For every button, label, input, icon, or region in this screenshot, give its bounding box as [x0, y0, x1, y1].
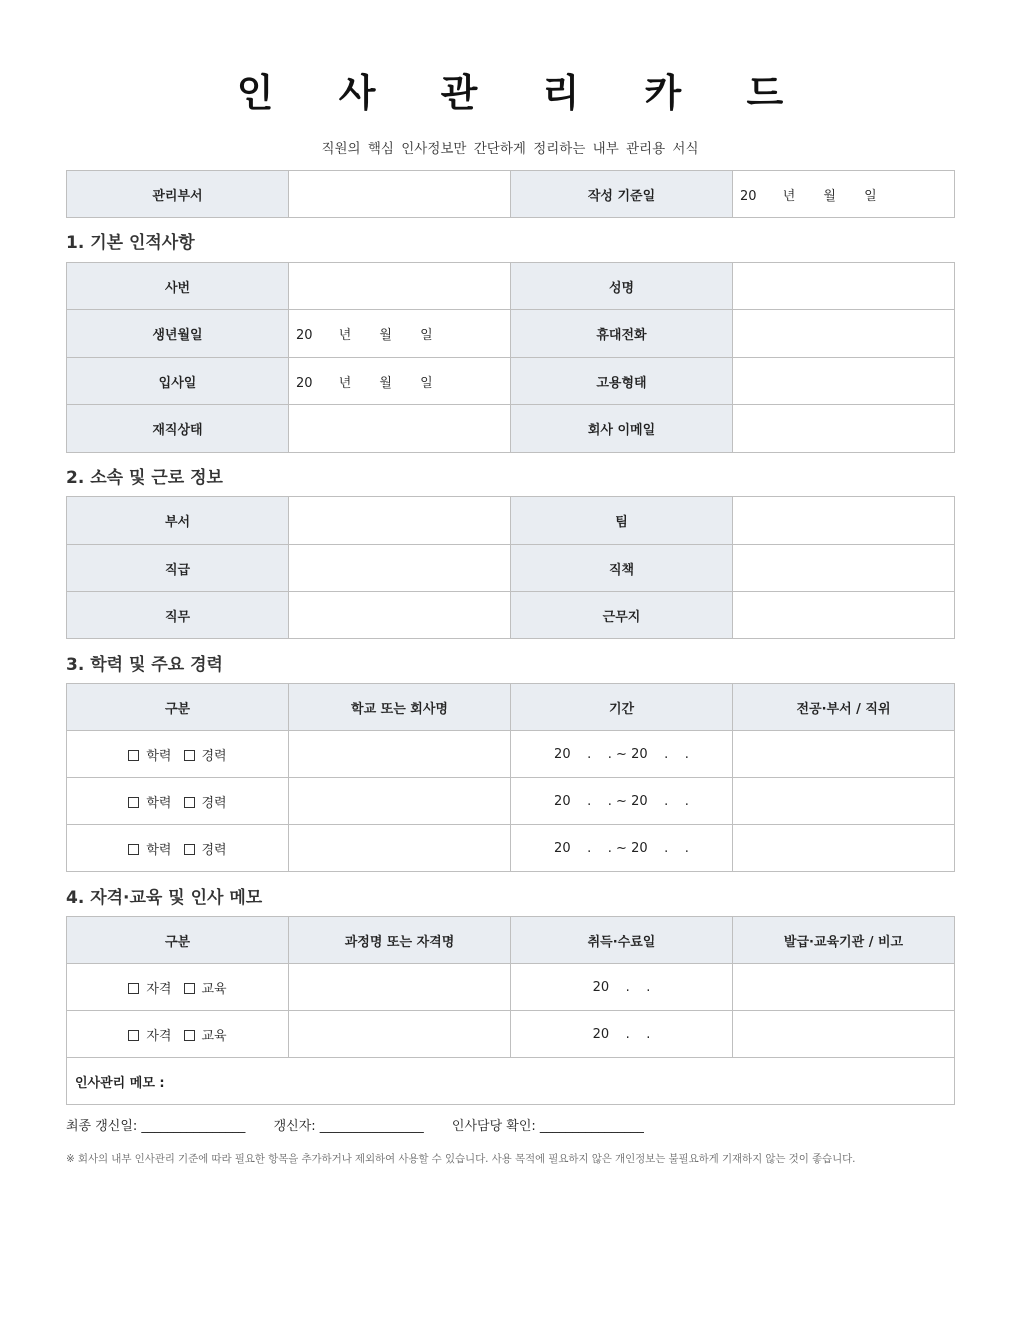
career-type-cell	[67, 778, 289, 825]
experience-checkbox[interactable]	[184, 745, 227, 764]
birth-field[interactable]	[289, 310, 511, 358]
phone-label: 휴대전화	[511, 310, 733, 358]
page-subtitle: 직원의 핵심 인사정보만 간단하게 정리하는 내부 관리용 서식	[321, 141, 699, 157]
cert-header-name: 과정명 또는 자격명	[289, 917, 511, 964]
section-3-title: 3. 학력 및 주요 경력	[66, 655, 223, 675]
team-label: 팀	[511, 497, 733, 545]
training-checkbox[interactable]	[184, 978, 227, 997]
career-header-period: 기간	[511, 684, 733, 731]
checkbox-icon	[128, 1030, 139, 1041]
date-day-unit: 일	[864, 188, 877, 204]
date-year-prefix: 20	[740, 188, 757, 204]
rank-field[interactable]	[289, 545, 511, 592]
career-major-field[interactable]	[733, 825, 955, 872]
position-field[interactable]	[733, 545, 955, 592]
employ-type-label: 고용형태	[511, 358, 733, 405]
name-label: 성명	[511, 263, 733, 310]
training-label: 교육	[201, 1028, 227, 1044]
license-checkbox[interactable]	[128, 978, 171, 997]
cert-header-type: 구분	[67, 917, 289, 964]
status-field[interactable]	[289, 405, 511, 453]
career-major-field[interactable]	[733, 731, 955, 778]
header-table	[66, 170, 955, 218]
hr-confirm-field[interactable]: 인사담당 확인: ________________	[451, 1119, 644, 1134]
birth-label: 생년월일	[67, 310, 289, 358]
checkbox-icon	[128, 983, 139, 994]
join-year-prefix: 20	[296, 375, 313, 391]
education-label: 학력	[146, 842, 172, 858]
birth-year-prefix: 20	[296, 328, 313, 343]
cert-table	[66, 916, 955, 1105]
birth-day-unit: 일	[420, 328, 433, 343]
date-month-unit: 월	[823, 188, 836, 204]
email-field[interactable]	[733, 405, 955, 453]
career-type-cell	[67, 731, 289, 778]
name-field[interactable]	[733, 263, 955, 310]
checkbox-icon	[184, 750, 195, 761]
join-field[interactable]	[289, 358, 511, 405]
team-field[interactable]	[733, 497, 955, 545]
cert-header-issuer: 발급·교육기관 / 비고	[733, 917, 955, 964]
last-updated-field[interactable]: 최종 갱신일: ________________	[66, 1119, 246, 1134]
table-row	[67, 825, 955, 872]
career-header-name: 학교 또는 회사명	[289, 684, 511, 731]
dept-field[interactable]	[289, 497, 511, 545]
date-label: 작성 기준일	[511, 171, 733, 218]
dept-label-2: 부서	[67, 497, 289, 545]
career-table	[66, 683, 955, 872]
career-header-type: 구분	[67, 684, 289, 731]
career-name-field[interactable]	[289, 731, 511, 778]
table-row	[67, 964, 955, 1011]
join-label: 입사일	[67, 358, 289, 405]
birth-month-unit: 월	[379, 328, 392, 343]
experience-label: 경력	[201, 795, 227, 811]
employ-type-field[interactable]	[733, 358, 955, 405]
education-checkbox[interactable]	[128, 839, 171, 858]
table-row	[67, 1011, 955, 1058]
location-label: 근무지	[511, 592, 733, 639]
education-checkbox[interactable]	[128, 792, 171, 811]
training-label: 교육	[201, 981, 227, 997]
checkbox-icon	[184, 844, 195, 855]
career-header-major: 전공·부서 / 직위	[733, 684, 955, 731]
career-type-cell	[67, 825, 289, 872]
experience-checkbox[interactable]	[184, 792, 227, 811]
duty-label: 직무	[67, 592, 289, 639]
join-month-unit: 월	[379, 375, 392, 391]
cert-issuer-field[interactable]	[733, 964, 955, 1011]
education-label: 학력	[146, 795, 172, 811]
page-title: 인 사 관 리 카 드	[236, 71, 810, 115]
cert-date-field[interactable]: 20 . .	[511, 1011, 733, 1058]
join-day-unit: 일	[420, 375, 433, 391]
birth-year-unit: 년	[338, 328, 352, 343]
experience-label: 경력	[201, 748, 227, 764]
checkbox-icon	[128, 797, 139, 808]
work-info-table	[66, 496, 955, 639]
cert-issuer-field[interactable]	[733, 1011, 955, 1058]
section-1-title: 1. 기본 인적사항	[66, 233, 195, 253]
cert-type-cell	[67, 964, 289, 1011]
career-period-field[interactable]: 20 . . ~ 20 . .	[511, 778, 733, 825]
email-label: 회사 이메일	[511, 405, 733, 453]
hr-memo-field[interactable]	[67, 1058, 955, 1105]
footer-signature-line	[66, 1115, 668, 1134]
location-field[interactable]	[733, 592, 955, 639]
checkbox-icon	[184, 983, 195, 994]
checkbox-icon	[184, 797, 195, 808]
status-label: 재직상태	[67, 405, 289, 453]
phone-field[interactable]	[733, 310, 955, 358]
footnote: ※ 회사의 내부 인사관리 기준에 따라 필요한 항목을 추가하거나 제외하여 사용할 수 있습니다. 사용 목적에 필요하지 않은 개인정보는 불필요하게 기재하지 않는 것이 좋습니다.	[66, 1153, 856, 1165]
position-label: 직책	[511, 545, 733, 592]
table-row	[67, 778, 955, 825]
cert-header-date: 취득·수료일	[511, 917, 733, 964]
checkbox-icon	[184, 1030, 195, 1041]
cert-name-field[interactable]	[289, 964, 511, 1011]
education-label: 학력	[146, 748, 172, 764]
experience-label: 경력	[201, 842, 227, 858]
career-period-field[interactable]: 20 . . ~ 20 . .	[511, 825, 733, 872]
experience-checkbox[interactable]	[184, 839, 227, 858]
license-label: 자격	[146, 1028, 172, 1044]
license-label: 자격	[146, 981, 172, 997]
section-2-title: 2. 소속 및 근로 정보	[66, 468, 223, 488]
education-checkbox[interactable]	[128, 745, 171, 764]
join-year-unit: 년	[338, 375, 352, 391]
section-4-title: 4. 자격·교육 및 인사 메모	[66, 888, 263, 908]
career-name-field[interactable]	[289, 825, 511, 872]
duty-field[interactable]	[289, 592, 511, 639]
dept-value-field[interactable]	[289, 171, 511, 218]
rank-label: 직급	[67, 545, 289, 592]
table-row	[67, 731, 955, 778]
checkbox-icon	[128, 750, 139, 761]
training-checkbox[interactable]	[184, 1025, 227, 1044]
date-year-unit: 년	[782, 188, 796, 204]
license-checkbox[interactable]	[128, 1025, 171, 1044]
dept-label: 관리부서	[67, 171, 289, 218]
hr-memo-label: 인사관리 메모 :	[75, 1075, 165, 1091]
career-major-field[interactable]	[733, 778, 955, 825]
cert-date-field[interactable]: 20 . .	[511, 964, 733, 1011]
emp-no-label: 사번	[67, 263, 289, 310]
cert-name-field[interactable]	[289, 1011, 511, 1058]
emp-no-field[interactable]	[289, 263, 511, 310]
cert-type-cell	[67, 1011, 289, 1058]
checkbox-icon	[128, 844, 139, 855]
career-name-field[interactable]	[289, 778, 511, 825]
date-value-field[interactable]	[733, 171, 955, 218]
basic-info-table	[66, 262, 955, 453]
updater-field[interactable]: 갱신자: ________________	[273, 1119, 424, 1134]
career-period-field[interactable]: 20 . . ~ 20 . .	[511, 731, 733, 778]
